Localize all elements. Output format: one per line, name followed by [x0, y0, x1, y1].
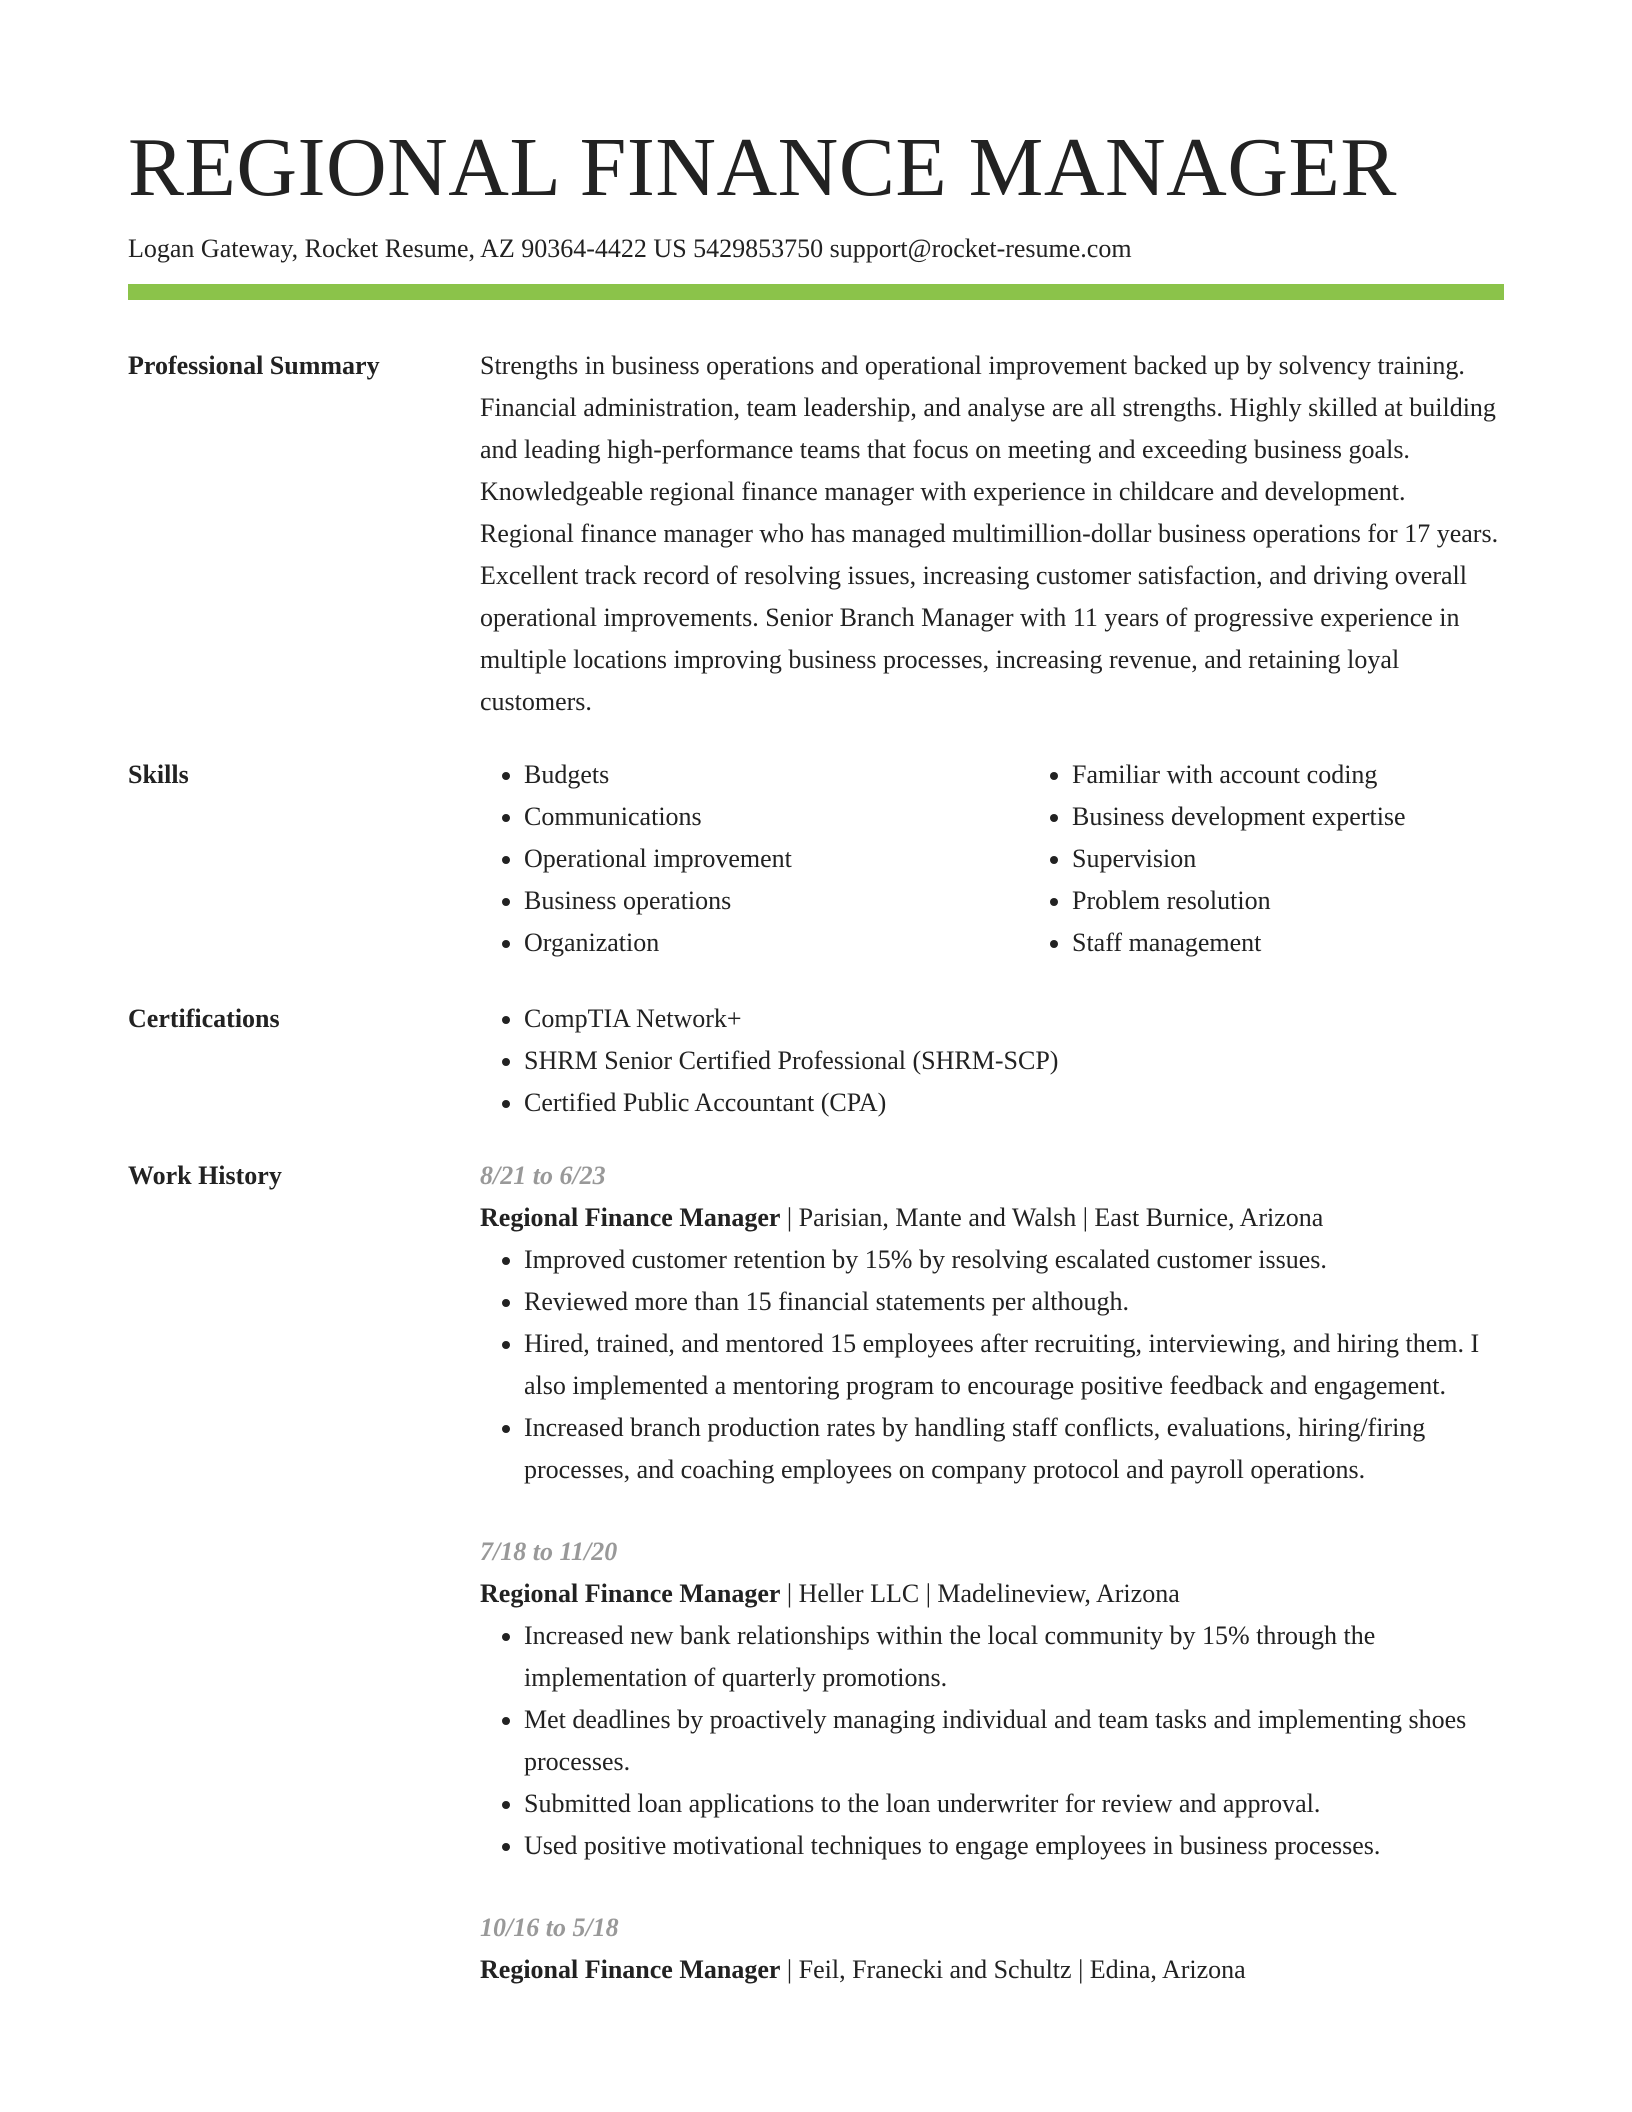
job-bullet: • Submitted loan applications to the loan underwriter for review and approval.: [524, 1783, 1504, 1825]
job-heading: [480, 1197, 1504, 1239]
job-dates: 8/21 to 6/23: [480, 1161, 606, 1190]
job-heading: [480, 1949, 1504, 1991]
summary-text: Strengths in business operations and operational improvement backed up by solvency training. Financial administration, team leadership, and analyse are all strengths. Highly skilled at building and leading high-performance teams that focus on meeting and exceeding business goals. Knowledgeable regional finance manager with experience in childcare and development. Regional finance manager who has managed multimillion-dollar business operations for 17 years. Excellent track record of resolving issues, increasing customer satisfaction, and driving overall operational improvements. Senior Branch Manager with 11 years of progressive experience in multiple locations improving business processes, increasing revenue, and retaining loyal customers.: [480, 351, 1499, 716]
resume-title: REGIONAL FINANCE MANAGER: [128, 121, 1397, 214]
accent-divider: [128, 284, 1504, 300]
job-entry: [480, 1907, 1504, 1991]
skills-label: Skills: [128, 760, 189, 789]
job-title: Regional Finance Manager: [480, 1579, 781, 1608]
skill-item: • Familiar with account coding: [1072, 754, 1532, 796]
work-history-section: [128, 1155, 1504, 1991]
certifications-body: [480, 998, 1504, 1124]
skill-item: • Organization: [524, 922, 984, 964]
certification-item: • CompTIA Network+: [524, 998, 1504, 1040]
skill-item: • Business development expertise: [1072, 796, 1532, 838]
job-details: | Parisian, Mante and Walsh | East Burnice, Arizona: [780, 1203, 1324, 1232]
skills-list-right: [1028, 754, 1532, 964]
job-dates: 7/18 to 11/20: [480, 1537, 618, 1566]
skills-body: [480, 754, 1504, 964]
job-title: Regional Finance Manager: [480, 1203, 781, 1232]
job-entry: [480, 1531, 1504, 1867]
skill-item: • Business operations: [524, 880, 984, 922]
job-details: | Feil, Franecki and Schultz | Edina, Arizona: [780, 1955, 1246, 1984]
job-bullet: • Reviewed more than 15 financial statements per although.: [524, 1281, 1504, 1323]
job-entry: [480, 1155, 1504, 1491]
skill-item: • Problem resolution: [1072, 880, 1532, 922]
contact-line: Logan Gateway, Rocket Resume, AZ 90364-4422 US 5429853750 support@rocket-resume.com: [128, 234, 1132, 263]
job-title: Regional Finance Manager: [480, 1955, 781, 1984]
certifications-section: [128, 998, 1504, 1124]
job-bullet: • Hired, trained, and mentored 15 employees after recruiting, interviewing, and hiring them. I also implemented a mentoring program to encourage positive feedback and engagement.: [524, 1323, 1504, 1407]
job-bullet-list: [480, 1615, 1504, 1867]
job-bullet: • Increased branch production rates by handling staff conflicts, evaluations, hiring/firing processes, and coaching employees on company protocol and payroll operations.: [524, 1407, 1504, 1491]
job-bullet: • Used positive motivational techniques to engage employees in business processes.: [524, 1825, 1504, 1867]
skill-item: • Supervision: [1072, 838, 1532, 880]
certifications-list: [480, 998, 1504, 1124]
skill-item: • Staff management: [1072, 922, 1532, 964]
job-bullet: • Improved customer retention by 15% by resolving escalated customer issues.: [524, 1239, 1504, 1281]
summary-label: Professional Summary: [128, 351, 380, 380]
skill-item: • Budgets: [524, 754, 984, 796]
job-dates: 10/16 to 5/18: [480, 1913, 619, 1942]
skills-columns: [480, 754, 1504, 964]
work-history-body: [480, 1155, 1504, 1991]
skill-item: • Operational improvement: [524, 838, 984, 880]
job-bullet: • Met deadlines by proactively managing individual and team tasks and implementing shoes processes.: [524, 1699, 1504, 1783]
job-heading: [480, 1573, 1504, 1615]
work-history-label: Work History: [128, 1161, 282, 1190]
job-bullet-list: [480, 1239, 1504, 1491]
skills-section: [128, 754, 1504, 964]
summary-body: [480, 345, 1504, 723]
skills-list-left: [480, 754, 984, 964]
certifications-label: Certifications: [128, 1004, 280, 1033]
certification-item: • SHRM Senior Certified Professional (SHRM-SCP): [524, 1040, 1504, 1082]
job-details: | Heller LLC | Madelineview, Arizona: [780, 1579, 1180, 1608]
summary-section: [128, 345, 1504, 723]
skill-item: • Communications: [524, 796, 984, 838]
job-bullet: • Increased new bank relationships within the local community by 15% through the implementation of quarterly promotions.: [524, 1615, 1504, 1699]
certification-item: • Certified Public Accountant (CPA): [524, 1082, 1504, 1124]
